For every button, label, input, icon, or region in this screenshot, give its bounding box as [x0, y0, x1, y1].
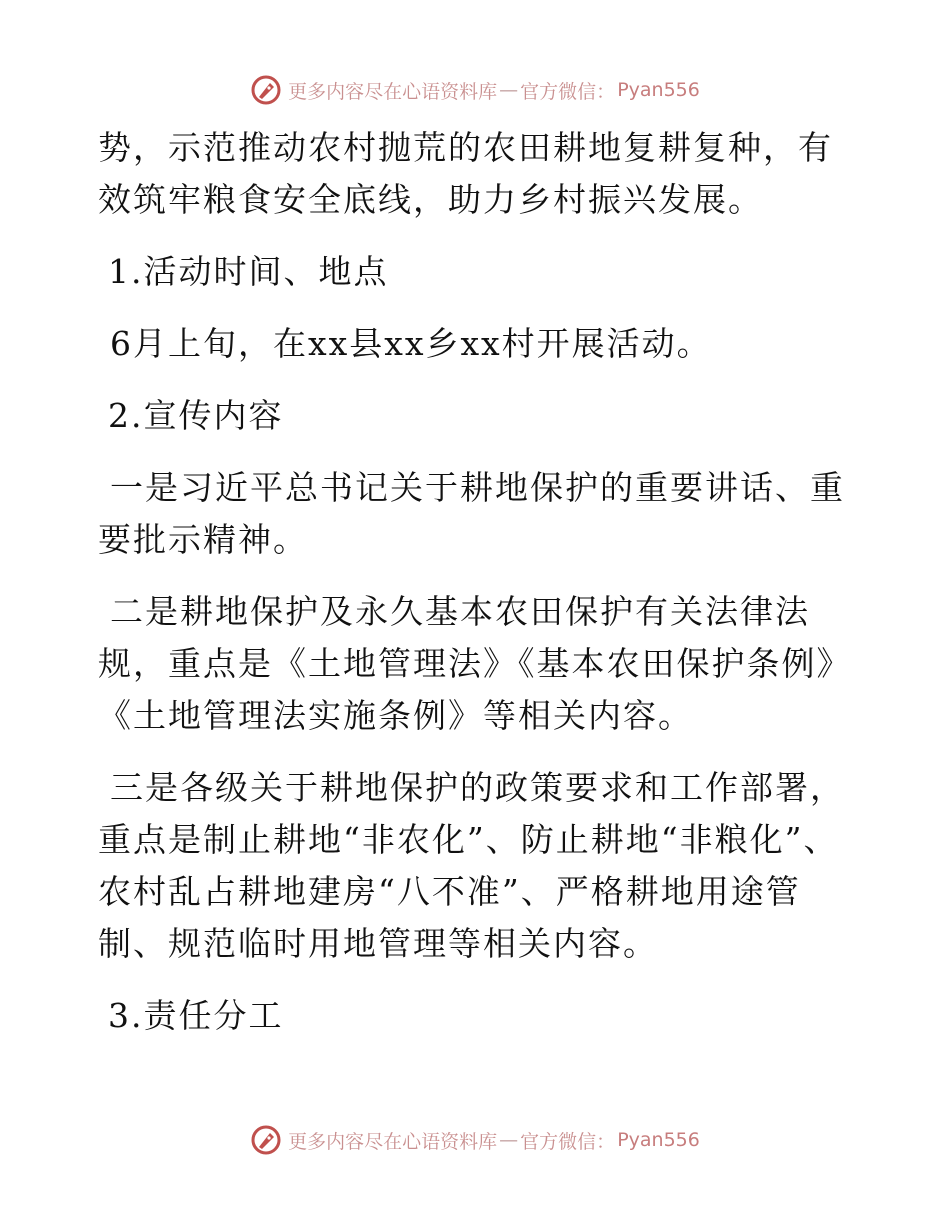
watermark-label: 官方微信：	[520, 1130, 616, 1153]
paragraph-content-1: 一是习近平总书记关于耕地保护的重要讲话、重要批示精神。	[98, 468, 845, 559]
paragraph-time-place: 6月上旬，在xx县xx乡xx村开展活动。	[110, 324, 712, 363]
paragraph-content-2: 二是耕地保护及永久基本农田保护有关法律法规，重点是《土地管理法》《基本农田保护条例》《土地管理法实施条例》等相关内容。	[98, 592, 852, 735]
watermark-text: 更多内容尽在心语资料库	[288, 80, 498, 103]
watermark-account: Pyan556	[617, 79, 700, 101]
watermark-separator: —	[499, 79, 519, 101]
section-heading-responsibility: 3.责任分工	[108, 996, 284, 1035]
footer-watermark	[0, 1120, 950, 1160]
paragraph-content-3: 三是各级关于耕地保护的政策要求和工作部署，重点是制止耕地“非农化”、防止耕地“非粮化”、农村乱占耕地建房“八不准”、严格耕地用途管制、规范临时用地管理等相关内容。	[98, 768, 845, 963]
pen-nib-logo-icon	[250, 1124, 282, 1156]
section-heading-time-place: 1.活动时间、地点	[108, 252, 389, 291]
watermark-label: 官方微信：	[520, 80, 616, 103]
document-body	[98, 122, 858, 1062]
pen-nib-logo-icon	[250, 74, 282, 106]
watermark-separator: —	[499, 1129, 519, 1151]
header-watermark	[0, 70, 950, 110]
paragraph-intro-continuation: 势，示范推动农村抛荒的农田耕地复耕复种，有效筑牢粮食安全底线，助力乡村振兴发展。	[98, 128, 833, 219]
watermark-account: Pyan556	[617, 1129, 700, 1151]
section-heading-content: 2.宣传内容	[108, 396, 284, 435]
watermark-text: 更多内容尽在心语资料库	[288, 1130, 498, 1153]
